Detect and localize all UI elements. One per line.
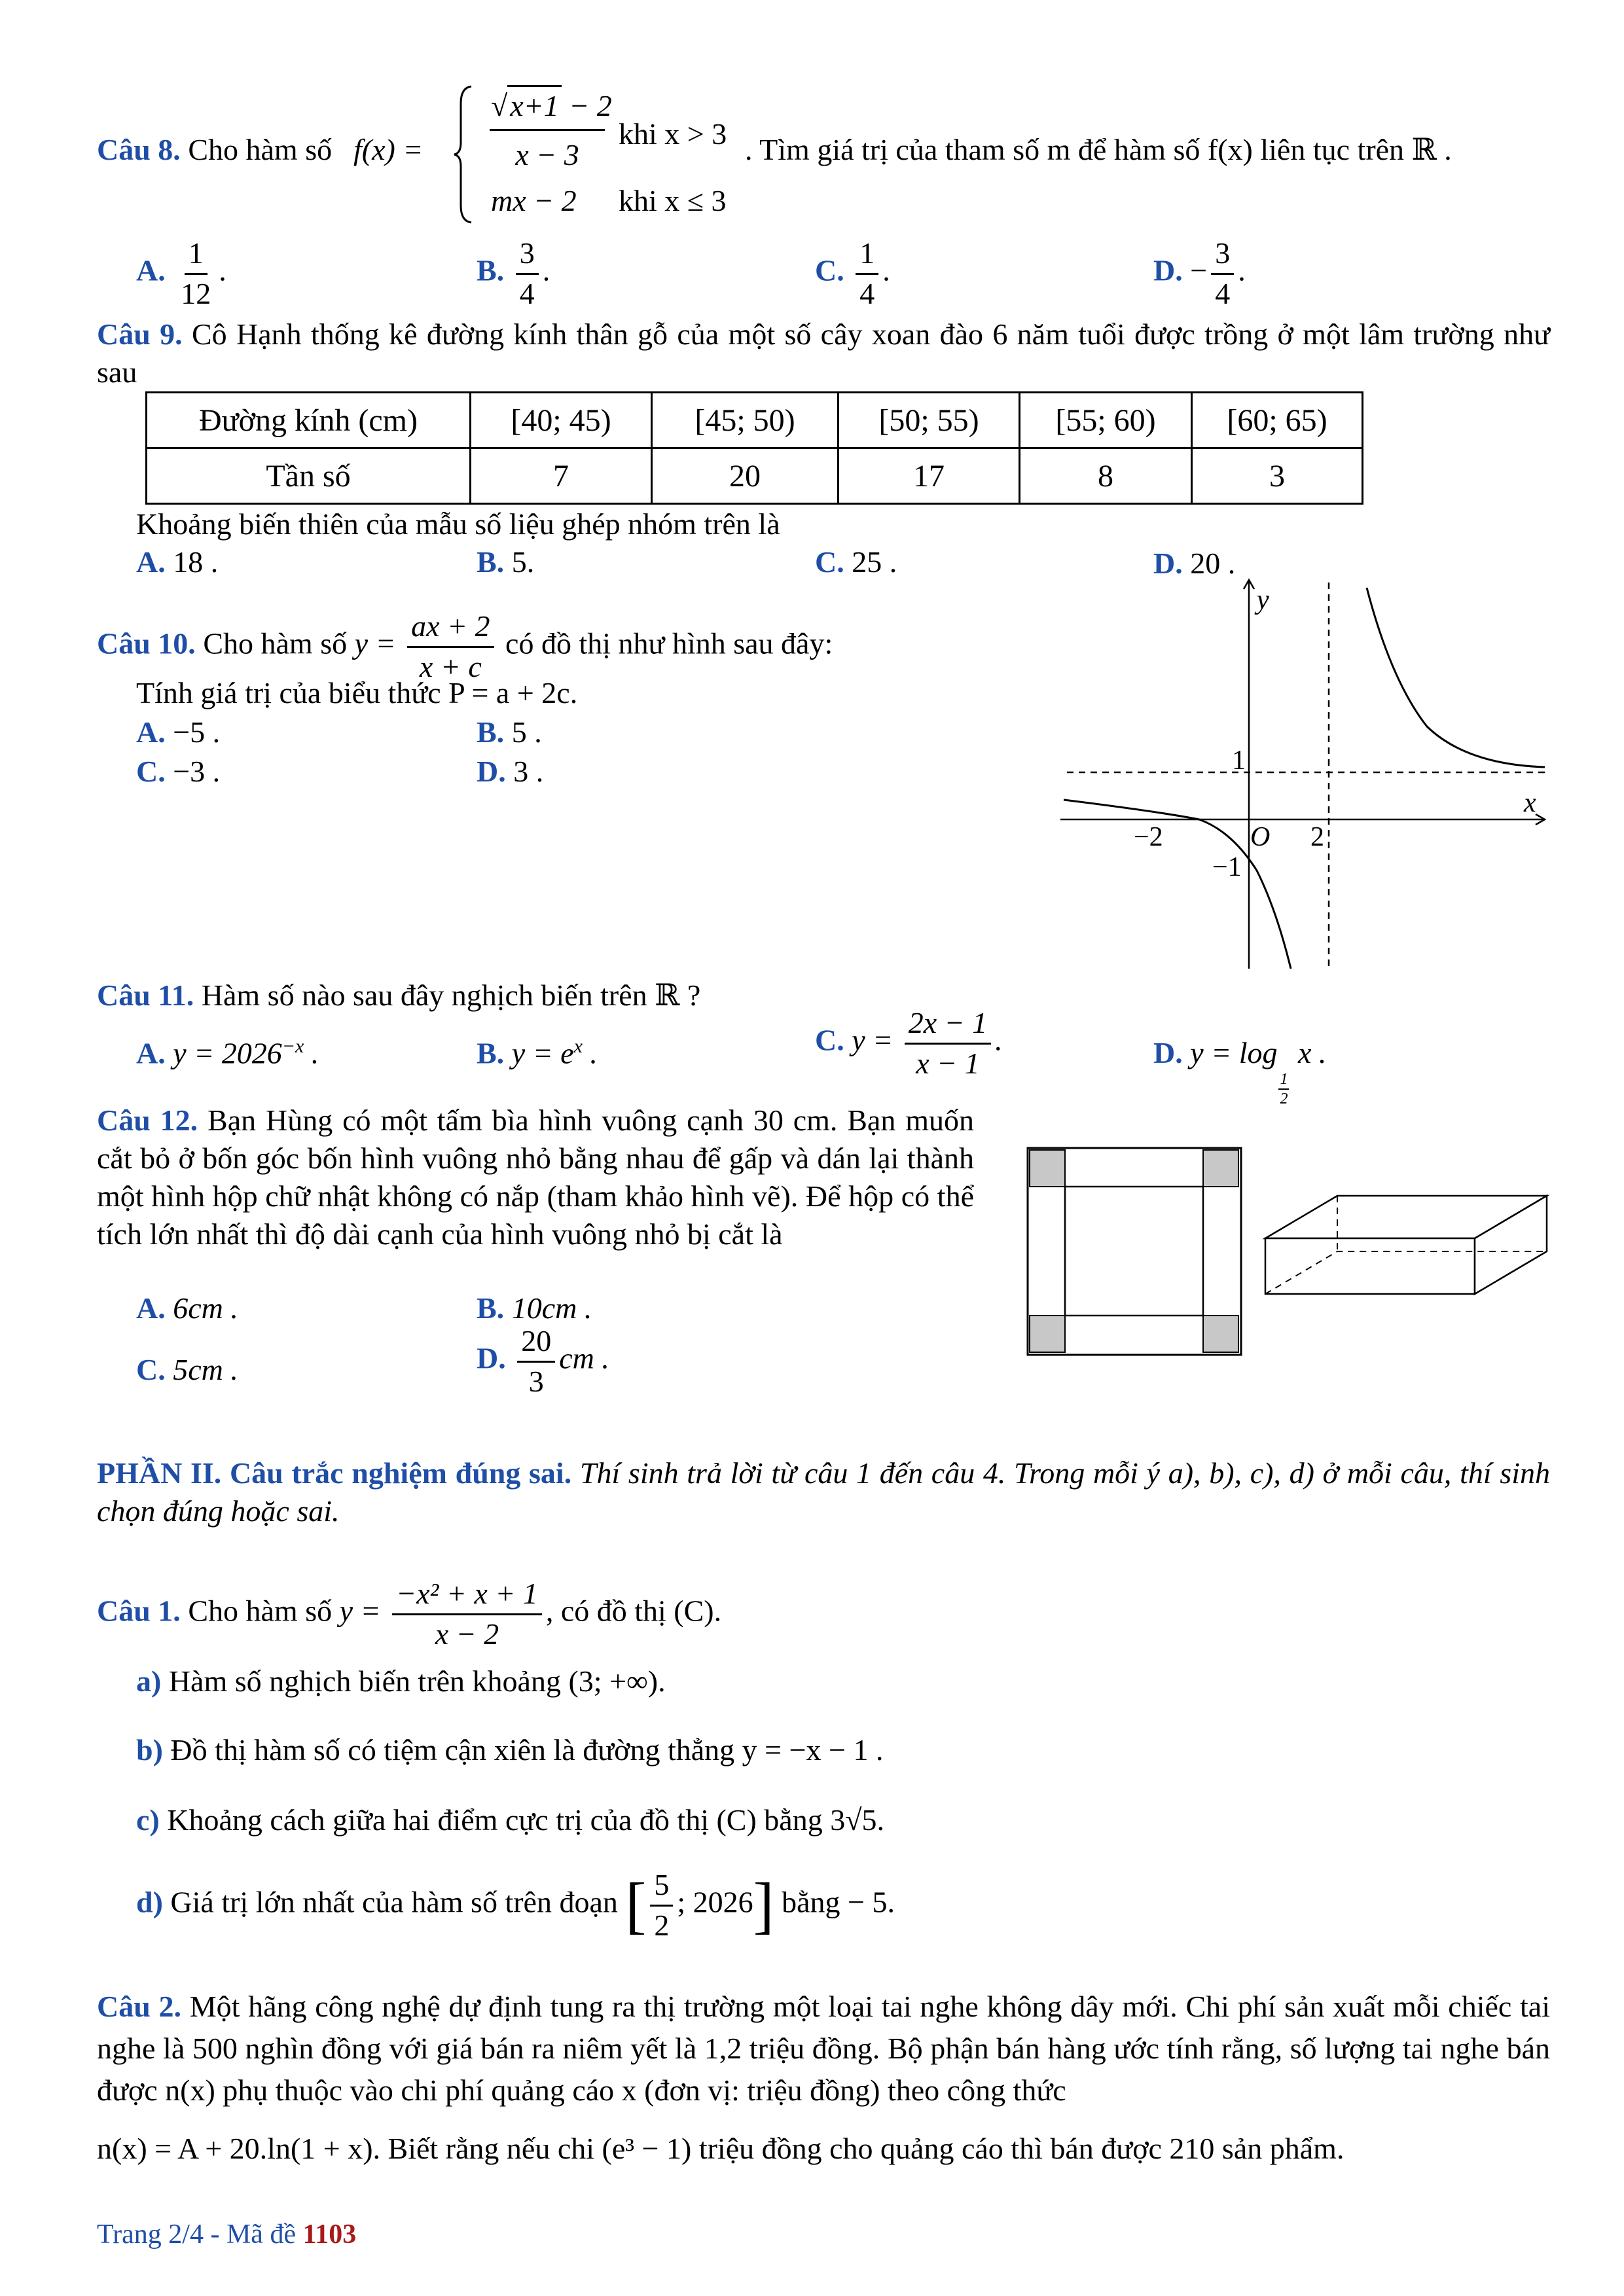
- q10-label-minus-one: −1: [1212, 852, 1242, 882]
- q11-option-a-exp: −x: [281, 1035, 304, 1057]
- q9-option-b: [477, 543, 534, 581]
- q8-option-a: A. $\frac{1}{12}$ .: [136, 236, 226, 310]
- part2-heading: [97, 1454, 1550, 1530]
- p2q1-d: d) Giá trị lớn nhất của hàm số trên đoạn [ $\frac{5}{2}$ ; 2026] bằng − 5.: [136, 1868, 895, 1942]
- q8-intro-line: [97, 131, 332, 169]
- p2q1-b: [136, 1731, 883, 1769]
- q11-option-c-num: 2x − 1: [905, 1007, 991, 1045]
- q8-option-c: C. $\frac{1}{4}$ .: [815, 236, 890, 310]
- q8-label: Câu 8.: [97, 133, 181, 166]
- q10-y-label: y: [1257, 585, 1269, 615]
- p2q1-a-key: a): [136, 1664, 162, 1698]
- q9-option-d-key: D.: [1153, 547, 1183, 580]
- q12-option-b: [477, 1289, 592, 1327]
- q12-text-block: [97, 1102, 974, 1253]
- q12-option-a: [136, 1289, 238, 1327]
- q10-num: ax + 2: [407, 610, 494, 648]
- q9-row2-header: Tần số: [147, 448, 471, 504]
- q9-freq-4: 8: [1020, 448, 1192, 504]
- p2q1-b-key: b): [136, 1733, 163, 1767]
- p2q1-d-den: 2: [654, 1908, 670, 1942]
- q9-row1-header: Đường kính (cm): [147, 393, 471, 448]
- q9-option-a-key: A.: [136, 545, 166, 579]
- q10-option-d-val: 3 .: [513, 755, 544, 788]
- q9-option-d-val: 20 .: [1190, 547, 1236, 580]
- q11-option-d-expr: y = log: [1190, 1036, 1278, 1069]
- q12-text: Bạn Hùng có một tấm bìa hình vuông cạnh 30 cm. Bạn muốn cắt bỏ ở bốn góc bốn hình vuông nhỏ bằng nhau để gấp và dán lại thành một hình hộp chữ nhật không có nắp (tham khảo hình vẽ). Để hộp có thể tích lớn nhất thì độ dài cạnh của hình vuông nhỏ bị cắt là: [97, 1103, 974, 1251]
- q11-option-d-tail: x .: [1290, 1036, 1327, 1069]
- q8-fx: f(x) =: [353, 133, 424, 166]
- q8-case1-root: x+1: [507, 85, 561, 125]
- q12-option-c: [136, 1351, 238, 1389]
- q8-option-b: B. $\frac{3}{4}$ .: [477, 236, 550, 310]
- q9-option-c-key: C.: [815, 545, 844, 579]
- q12-option-c-key: C.: [136, 1353, 166, 1386]
- q9-option-b-key: B.: [477, 545, 505, 579]
- q10-option-b: [477, 713, 542, 751]
- q10-option-c-key: C.: [136, 755, 166, 788]
- q9-interval-2: [45; 50): [652, 393, 839, 448]
- p2q1-label: Câu 1.: [97, 1594, 181, 1628]
- q9-interval-5: [60; 65): [1192, 393, 1363, 448]
- part2-instructions: Thí sinh trả lời từ câu 1 đến câu 4. Trong mỗi ý a), b), c), d) ở mỗi câu, thí sinh chọn đúng hoặc sai.: [97, 1456, 1550, 1528]
- q12-option-d-num: 20: [517, 1325, 555, 1363]
- q11-option-d: [1153, 1034, 1326, 1108]
- q12-option-b-key: B.: [477, 1291, 505, 1325]
- q8-option-c-den: 4: [859, 276, 875, 310]
- q9-option-c: [815, 543, 897, 581]
- q9-text: Cô Hạnh thống kê đường kính thân gỗ của một số cây xoan đào 6 năm tuổi được trồng ở một lâm trường như sau: [97, 317, 1550, 389]
- q11-text: Hàm số nào sau đây nghịch biến trên ℝ ?: [201, 978, 701, 1012]
- q8-option-c-key: C.: [815, 253, 844, 287]
- p2q2-label: Câu 2.: [97, 1990, 182, 2023]
- q8-brace: [452, 84, 475, 225]
- q8-option-d-key: D.: [1153, 253, 1183, 287]
- q9-freq-5: 3: [1192, 448, 1363, 504]
- p2q1-a-text: Hàm số nghịch biến trên khoảng (3; +∞).: [168, 1664, 666, 1698]
- q10-option-d: [477, 753, 543, 791]
- p2q2-text: Một hãng công nghệ dự định tung ra thị trường một loại tai nghe không dây mới. Chi phí sản xuất mỗi chiếc tai nghe là 500 nghìn đồng với giá bán ra niêm yết là 1,2 triệu đồng. Bộ phận bán hàng ước tính rằng, số lượng tai nghe bán được n(x) phụ thuộc vào chi phí quảng cáo x (đơn vị: triệu đồng) theo công thức: [97, 1990, 1551, 2107]
- q8-option-d-num: 3: [1211, 237, 1234, 275]
- q12-corner-cut: [1030, 1150, 1065, 1187]
- q10-option-c-val: −3 .: [173, 755, 221, 788]
- q12-figure: [1026, 1147, 1563, 1363]
- q10-label-minus-two: −2: [1134, 822, 1163, 852]
- q11-option-b-expr: y = e: [511, 1036, 574, 1070]
- q9-option-c-val: 25 .: [852, 545, 897, 579]
- p2q1-tail: , có đồ thị (C).: [545, 1594, 722, 1628]
- q10-option-b-key: B.: [477, 715, 505, 749]
- footer-page: Trang 2/4 - Mã đề: [97, 2219, 297, 2250]
- q12-label: Câu 12.: [97, 1103, 198, 1137]
- q12-box-front: [1265, 1238, 1475, 1294]
- q10-intro: Cho hàm số: [203, 626, 348, 660]
- q8-option-d: D. − $\frac{3}{4}$ .: [1153, 236, 1246, 310]
- q9-frequency-table: [145, 391, 1363, 505]
- page-footer: [97, 2219, 356, 2250]
- q12-corner-cut: [1203, 1150, 1238, 1187]
- q10-option-a: [136, 713, 220, 751]
- q11-option-c-tail: .: [995, 1023, 1003, 1057]
- q9-interval-1: [40; 45): [471, 393, 652, 448]
- q12-option-c-val: 5cm .: [173, 1353, 238, 1386]
- q10-y: y =: [354, 626, 396, 660]
- q8-option-a-den: 12: [181, 276, 211, 310]
- q8-option-c-num: 1: [856, 237, 878, 275]
- q8-intro: Cho hàm số: [188, 133, 333, 166]
- q11-option-a-expr: y = 2026: [173, 1036, 282, 1070]
- q12-option-d-tail: cm .: [559, 1341, 609, 1375]
- q11-option-a-tail: .: [304, 1036, 319, 1070]
- p2q1-d-num: 5: [650, 1869, 673, 1907]
- q8-option-d-den: 4: [1215, 276, 1231, 310]
- q12-option-d-den: 3: [528, 1364, 544, 1398]
- p2q1-d-rest: ; 2026: [677, 1885, 753, 1919]
- p2q1-a: [136, 1662, 666, 1700]
- q12-corner-cut: [1030, 1316, 1065, 1352]
- q12-option-a-val: 6cm .: [173, 1291, 238, 1325]
- p2q1-d-text: Giá trị lớn nhất của hàm số trên đoạn: [170, 1885, 618, 1919]
- table-row: [147, 393, 1363, 448]
- q9-question: Khoảng biến thiên của mẫu số liệu ghép nhóm trên là: [136, 507, 780, 541]
- q11-option-c-key: C.: [815, 1023, 844, 1057]
- q12-option-b-val: 10cm .: [511, 1291, 592, 1325]
- q9-freq-2: 20: [652, 448, 839, 504]
- q8-case2-cond: khi x ≤ 3: [619, 184, 727, 217]
- q8-case1-rest: − 2: [561, 89, 612, 122]
- q9-label: Câu 9.: [97, 317, 183, 351]
- p2q1-den: x − 2: [435, 1617, 499, 1651]
- q8-case1-den: x − 3: [515, 138, 579, 171]
- q10-option-a-val: −5 .: [173, 715, 221, 749]
- q9-interval-4: [55; 60): [1020, 393, 1192, 448]
- q11-option-c-y: y =: [852, 1023, 893, 1057]
- q11-option-c: [815, 1007, 1003, 1080]
- q8-case2-expr: mx − 2: [491, 184, 577, 217]
- q10-question: Tính giá trị của biểu thức P = a + 2c.: [136, 676, 578, 709]
- q8-option-b-key: B.: [477, 253, 505, 287]
- q10-label-two: 2: [1310, 822, 1324, 852]
- q9-interval-3: [50; 55): [839, 393, 1020, 448]
- table-row: [147, 448, 1363, 504]
- q10-option-a-key: A.: [136, 715, 166, 749]
- q9-option-a-val: 18 .: [173, 545, 219, 579]
- q11-option-b-key: B.: [477, 1036, 505, 1070]
- q10-intro-line: [97, 610, 833, 683]
- q12-option-a-key: A.: [136, 1291, 166, 1325]
- p2q2-text-block: [97, 1986, 1550, 2111]
- q10-tail: có đồ thị như hình sau đây:: [505, 626, 833, 660]
- p2q1-d-tail: bằng − 5.: [782, 1885, 895, 1919]
- q11-option-a: [136, 1034, 319, 1072]
- q11-option-b-exp: x: [573, 1035, 583, 1057]
- q9-text-block: [97, 315, 1550, 391]
- q8-case1-num: √x+1 − 2: [491, 85, 602, 125]
- p2q2-formula: n(x) = A + 20.ln(1 + x). Biết rằng nếu chi (e³ − 1) triệu đồng cho quảng cáo thì bán được 210 sản phẩm.: [97, 2132, 1344, 2165]
- q9-option-b-val: 5.: [511, 545, 535, 579]
- q10-curve-right: [1367, 588, 1545, 767]
- q12-corner-cut: [1203, 1316, 1238, 1352]
- q8-option-b-den: 4: [519, 276, 535, 310]
- p2q1-c-key: c): [136, 1803, 160, 1837]
- q9-freq-1: 7: [471, 448, 652, 504]
- q11-line: [97, 977, 700, 1014]
- q11-label: Câu 11.: [97, 978, 194, 1012]
- p2q1-b-text: Đồ thị hàm số có tiệm cận xiên là đường thẳng y = −x − 1 .: [170, 1733, 884, 1767]
- q11-option-d-base-num: 1: [1278, 1071, 1289, 1090]
- footer-code: 1103: [302, 2219, 357, 2250]
- p2q1-line: [97, 1577, 721, 1651]
- q9-freq-3: 17: [839, 448, 1020, 504]
- q10-label: Câu 10.: [97, 626, 196, 660]
- q8-option-a-num: 1: [185, 237, 208, 275]
- p2q1-intro: Cho hàm số: [188, 1594, 333, 1628]
- q8-case1-cond: khi x > 3: [619, 117, 727, 151]
- p2q1-c: [136, 1801, 884, 1839]
- q8-option-d-sign: −: [1190, 253, 1208, 287]
- q10-label-one: 1: [1232, 745, 1246, 776]
- q11-option-d-key: D.: [1153, 1036, 1183, 1069]
- q9-option-a: [136, 543, 218, 581]
- p2q1-num: −x² + x + 1: [392, 1577, 542, 1615]
- q10-option-d-key: D.: [477, 755, 506, 788]
- q11-option-d-base-den: 2: [1280, 1090, 1288, 1108]
- p2q1-c-text: Khoảng cách giữa hai điểm cực trị của đồ thị (C) bằng 3√5.: [167, 1803, 884, 1837]
- q10-label-origin: O: [1250, 822, 1271, 852]
- q10-option-b-val: 5 .: [511, 715, 542, 749]
- q11-option-c-den: x − 1: [916, 1046, 980, 1080]
- q11-option-b-tail: .: [582, 1036, 598, 1070]
- part2-title: PHẦN II. Câu trắc nghiệm đúng sai.: [97, 1456, 572, 1490]
- q10-option-c: [136, 753, 220, 791]
- q10-x-label: x: [1524, 788, 1536, 818]
- q12-option-d-key: D.: [477, 1341, 506, 1375]
- q8-option-a-key: A.: [136, 253, 166, 287]
- q10-den: x + c: [419, 649, 482, 683]
- q11-option-b: [477, 1034, 598, 1072]
- q8-case1-bar: [490, 129, 605, 131]
- q8-tail: . Tìm giá trị của tham số m để hàm số f(x) liên tục trên ℝ .: [745, 133, 1452, 166]
- q11-option-a-key: A.: [136, 1036, 166, 1070]
- q12-option-d: [477, 1325, 609, 1398]
- q8-option-b-num: 3: [516, 237, 539, 275]
- p2q1-d-key: d): [136, 1885, 163, 1919]
- p2q1-y: y =: [339, 1594, 381, 1628]
- q10-graph: [1060, 576, 1558, 975]
